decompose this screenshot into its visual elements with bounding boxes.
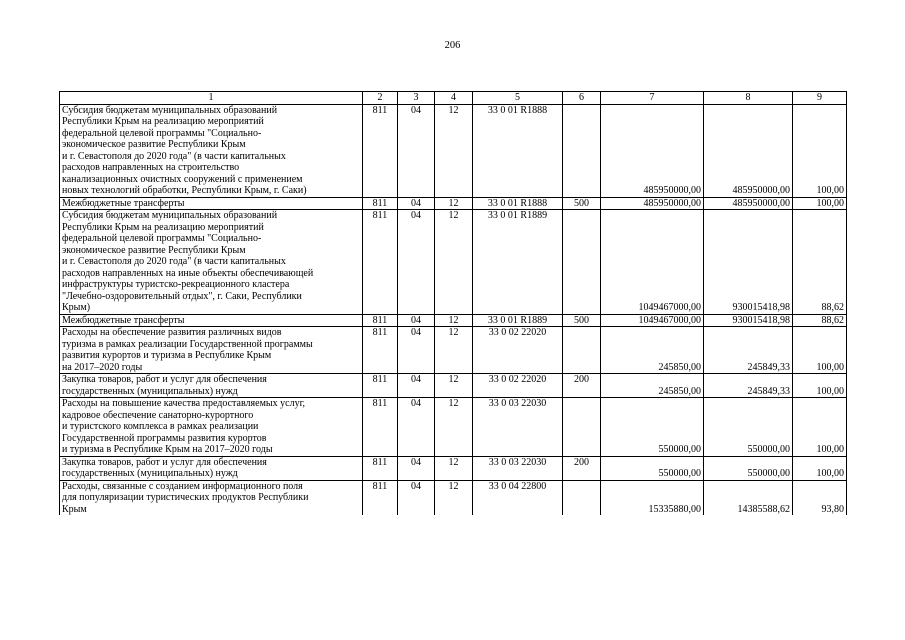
cell-subsection: 12 xyxy=(435,197,473,210)
header-row xyxy=(60,92,847,105)
cell-section: 04 xyxy=(398,327,435,374)
table-row xyxy=(60,210,847,315)
cell-expense-type: 500 xyxy=(563,314,601,327)
table-row xyxy=(60,374,847,398)
cell-target-article: 33 0 01 R1889 xyxy=(473,314,563,327)
cell-section: 04 xyxy=(398,398,435,457)
cell-section: 04 xyxy=(398,480,435,515)
cell-planned-amount: 550000,00 xyxy=(601,398,704,457)
cell-admin-code: 811 xyxy=(363,314,398,327)
row-description: Расходы, связанные с созданием информационного поля для популяризации туристических продуктов Республики Крым xyxy=(60,480,363,515)
cell-target-article: 33 0 01 R1888 xyxy=(473,104,563,197)
column-header: 6 xyxy=(563,92,601,105)
page-number: 206 xyxy=(444,40,461,51)
cell-admin-code: 811 xyxy=(363,480,398,515)
cell-section: 04 xyxy=(398,456,435,480)
cell-admin-code: 811 xyxy=(363,398,398,457)
column-header: 8 xyxy=(704,92,793,105)
cell-admin-code: 811 xyxy=(363,197,398,210)
cell-section: 04 xyxy=(398,104,435,197)
table-row xyxy=(60,314,847,327)
cell-planned-amount: 485950000,00 xyxy=(601,104,704,197)
cell-expense-type: 500 xyxy=(563,197,601,210)
cell-section: 04 xyxy=(398,210,435,315)
cell-expense-type xyxy=(563,398,601,457)
table-row xyxy=(60,327,847,374)
cell-subsection: 12 xyxy=(435,104,473,197)
cell-target-article: 33 0 03 22030 xyxy=(473,456,563,480)
column-header: 7 xyxy=(601,92,704,105)
row-description: Межбюджетные трансферты xyxy=(60,197,363,210)
cell-planned-amount: 15335880,00 xyxy=(601,480,704,515)
column-header: 3 xyxy=(398,92,435,105)
column-header: 9 xyxy=(793,92,847,105)
cell-executed-amount: 485950000,00 xyxy=(704,197,793,210)
cell-admin-code: 811 xyxy=(363,456,398,480)
cell-section: 04 xyxy=(398,314,435,327)
cell-target-article: 33 0 04 22800 xyxy=(473,480,563,515)
cell-subsection: 12 xyxy=(435,480,473,515)
cell-expense-type xyxy=(563,104,601,197)
cell-subsection: 12 xyxy=(435,314,473,327)
cell-execution-percent: 100,00 xyxy=(793,456,847,480)
cell-subsection: 12 xyxy=(435,374,473,398)
table-row xyxy=(60,398,847,457)
row-description: Закупка товаров, работ и услуг для обеспечения государственных (муниципальных) нужд xyxy=(60,456,363,480)
cell-admin-code: 811 xyxy=(363,374,398,398)
table-row xyxy=(60,480,847,515)
cell-subsection: 12 xyxy=(435,327,473,374)
cell-execution-percent: 100,00 xyxy=(793,374,847,398)
cell-section: 04 xyxy=(398,374,435,398)
cell-executed-amount: 550000,00 xyxy=(704,456,793,480)
row-description: Расходы на обеспечение развития различных видов туризма в рамках реализации Государственной программы развития курортов и туризма в Республике Крым на 2017–2020 годы xyxy=(60,327,363,374)
cell-expense-type xyxy=(563,480,601,515)
cell-expense-type: 200 xyxy=(563,374,601,398)
budget-table xyxy=(59,91,847,515)
cell-planned-amount: 245850,00 xyxy=(601,327,704,374)
cell-execution-percent: 93,80 xyxy=(793,480,847,515)
cell-executed-amount: 245849,33 xyxy=(704,374,793,398)
row-description: Субсидия бюджетам муниципальных образований Республики Крым на реализацию мероприятий федеральной целевой программы "Социально- экономическое развитие Республики Крым и г. Севастополя до 2020 года" (в части капитальных расходов направленных на иные объекты обеспечивающей инфраструктуры туристско-рекреационного кластера "Лечебно-оздоровительный отдых", г. Саки, Республики Крым) xyxy=(60,210,363,315)
column-header: 2 xyxy=(363,92,398,105)
cell-execution-percent: 100,00 xyxy=(793,327,847,374)
cell-planned-amount: 1049467000,00 xyxy=(601,210,704,315)
cell-subsection: 12 xyxy=(435,210,473,315)
cell-expense-type xyxy=(563,210,601,315)
cell-planned-amount: 550000,00 xyxy=(601,456,704,480)
column-header: 4 xyxy=(435,92,473,105)
cell-expense-type xyxy=(563,327,601,374)
column-header: 5 xyxy=(473,92,563,105)
cell-execution-percent: 100,00 xyxy=(793,197,847,210)
cell-target-article: 33 0 03 22030 xyxy=(473,398,563,457)
cell-admin-code: 811 xyxy=(363,210,398,315)
cell-subsection: 12 xyxy=(435,456,473,480)
cell-executed-amount: 485950000,00 xyxy=(704,104,793,197)
table-row xyxy=(60,197,847,210)
cell-planned-amount: 485950000,00 xyxy=(601,197,704,210)
cell-admin-code: 811 xyxy=(363,104,398,197)
cell-executed-amount: 550000,00 xyxy=(704,398,793,457)
row-description: Субсидия бюджетам муниципальных образований Республики Крым на реализацию мероприятий федеральной целевой программы "Социально- экономическое развитие Республики Крым и г. Севастополя до 2020 года" (в части капитальных расходов направленных на строительство канализационных очистных сооружений с применением новых технологий обработки, Республики Крым, г. Саки) xyxy=(60,104,363,197)
row-description: Межбюджетные трансферты xyxy=(60,314,363,327)
cell-executed-amount: 930015418,98 xyxy=(704,210,793,315)
table-row xyxy=(60,104,847,197)
row-description: Закупка товаров, работ и услуг для обеспечения государственных (муниципальных) нужд xyxy=(60,374,363,398)
cell-executed-amount: 14385588,62 xyxy=(704,480,793,515)
cell-section: 04 xyxy=(398,197,435,210)
cell-target-article: 33 0 02 22020 xyxy=(473,374,563,398)
cell-execution-percent: 100,00 xyxy=(793,398,847,457)
cell-admin-code: 811 xyxy=(363,327,398,374)
table-row xyxy=(60,456,847,480)
cell-execution-percent: 88,62 xyxy=(793,210,847,315)
cell-planned-amount: 245850,00 xyxy=(601,374,704,398)
cell-executed-amount: 245849,33 xyxy=(704,327,793,374)
cell-subsection: 12 xyxy=(435,398,473,457)
cell-expense-type: 200 xyxy=(563,456,601,480)
cell-execution-percent: 100,00 xyxy=(793,104,847,197)
cell-executed-amount: 930015418,98 xyxy=(704,314,793,327)
cell-execution-percent: 88,62 xyxy=(793,314,847,327)
cell-target-article: 33 0 01 R1889 xyxy=(473,210,563,315)
cell-target-article: 33 0 02 22020 xyxy=(473,327,563,374)
cell-planned-amount: 1049467000,00 xyxy=(601,314,704,327)
cell-target-article: 33 0 01 R1888 xyxy=(473,197,563,210)
column-header: 1 xyxy=(60,92,363,105)
row-description: Расходы на повышение качества предоставляемых услуг, кадровое обеспечение санаторно-курортного и туристского комплекса в рамках реализации Государственной программы развития курортов и туризма в Республике Крым на 2017–2020 годы xyxy=(60,398,363,457)
